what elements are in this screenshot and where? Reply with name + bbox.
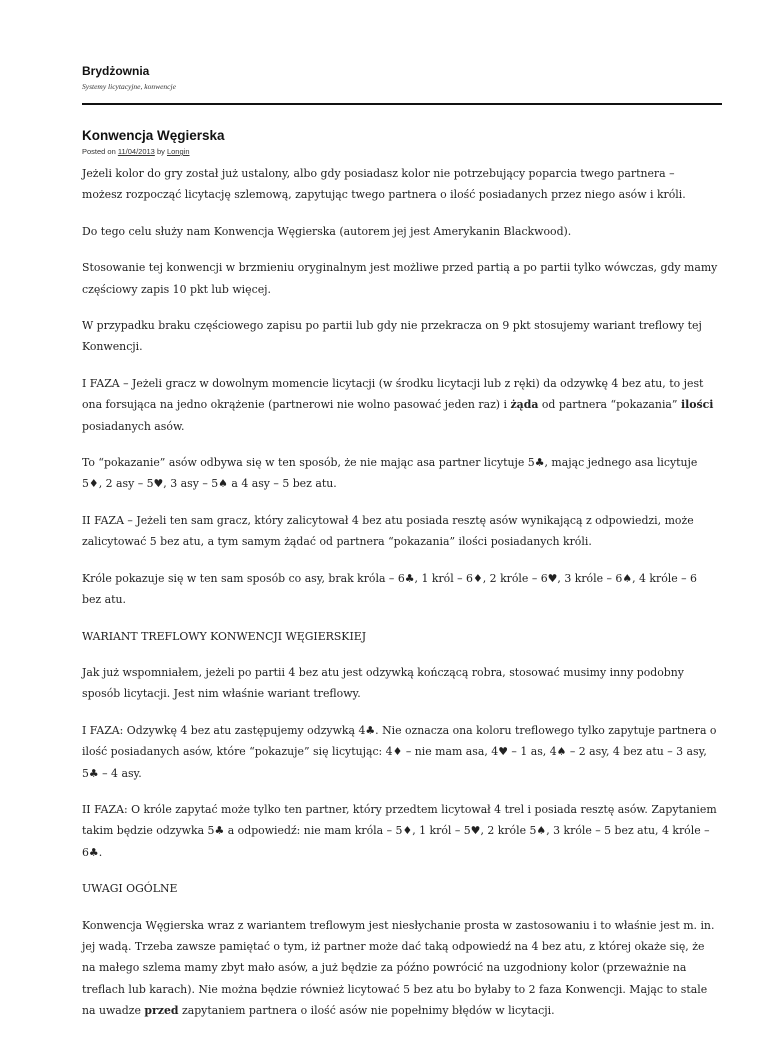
post-content: [82, 163, 718, 1037]
bold-text: przed: [144, 1004, 179, 1018]
paragraph: II FAZA: O króle zapytać może tylko ten partner, który przedtem licytował 4 trel i posiada resztę asów. Zapytaniem takim będzie odzywka 5♣ a odpowiedź: nie mam króla – 5♦, 1 król – 5♥, 2 króle 5♠, 3 króle – 5 bez atu, 4 króle – 6♣.: [82, 802, 717, 859]
section-heading: WARIANT TREFLOWY KONWENCJI WĘGIERSKIEJ: [82, 629, 367, 643]
paragraph: II FAZA – Jeżeli ten sam gracz, który zalicytował 4 bez atu posiada resztę asów wynikającą z odpowiedzi, może zalicytować 5 bez atu, a tym samym żądać od partnera “pokazania” ilości posiadanych króli.: [82, 513, 694, 549]
post-date-link[interactable]: 11/04/2013: [117, 147, 155, 156]
paragraph: W przypadku braku częściowego zapisu po partii lub gdy nie przekracza on 9 pkt stosujemy wariant treflowy tej Konwencji.: [82, 319, 702, 354]
paragraph: [82, 915, 718, 1022]
text-run: posiadanych asów.: [82, 419, 185, 433]
paragraph: [82, 373, 718, 437]
text-run: zapytaniem partnera o ilość asów nie popełnimy błędów w licytacji.: [178, 1004, 555, 1018]
section-heading: UWAGI OGÓLNE: [82, 882, 178, 896]
bold-text: żąda: [510, 398, 539, 412]
header-divider: [82, 103, 722, 105]
paragraph: To “pokazanie” asów odbywa się w ten sposób, że nie mając asa partner licytuje 5♣, mając jednego asa licytuje 5♦, 2 asy – 5♥, 3 asy – 5♠ a 4 asy – 5 bez atu.: [82, 456, 698, 491]
post-meta: [82, 147, 190, 156]
paragraph: Do tego celu służy nam Konwencja Węgierska (autorem jej jest Amerykanin Blackwood).: [82, 224, 572, 238]
text-run: I FAZA – Jeżeli gracz w dowolnym momencie licytacji (w środku licytacji lub z ręki) da odzywkę 4 bez atu, to jest ona forsująca na jedno okrążenie (partnerowi nie wolno pasować jeden raz) i: [82, 376, 704, 412]
text-run: Konwencja Węgierska wraz z wariantem treflowym jest niesłychanie prosta w zastosowaniu i to właśnie jest m. in. jej wadą. Trzeba zawsze pamiętać o tym, iż partner może dać taką odpowiedź na 4 bez atu, z której okaże się, że na małego szlema mamy zbyt mało asów, a już będzie za późno powrócić na uzgodniony kolor (przeważnie na treflach lub karach). Nie można będzie również licytować 5 bez atu bo byłaby to 2 faza Konwencji. Mając to stale na uwadze: [82, 918, 715, 1018]
posted-on-label: Posted on: [82, 147, 116, 156]
paragraph: Stosowanie tej konwencji w brzmieniu oryginalnym jest możliwe przed partią a po partii tylko wówczas, gdy mamy częściowy zapis 10 pkt lub więcej.: [82, 261, 718, 296]
by-label: by: [156, 147, 165, 156]
bold-text: ilości: [680, 398, 714, 412]
text-run: od partnera “pokazania”: [538, 398, 681, 412]
author-link[interactable]: Longin: [166, 147, 190, 156]
paragraph: Króle pokazuje się w ten sam sposób co asy, brak króla – 6♣, 1 król – 6♦, 2 króle – 6♥, 3 króle – 6♠, 4 króle – 6 bez atu.: [82, 571, 697, 607]
paragraph: I FAZA: Odzywkę 4 bez atu zastępujemy odzywką 4♣. Nie oznacza ona koloru treflowego tylko zapytuje partnera o ilość posiadanych asów, które “pokazuje” się licytując: 4♦ – nie mam asa, 4♥ – 1 as, 4♠ – 2 asy, 4 bez atu – 3 asy, 5♣ – 4 asy.: [82, 723, 717, 780]
site-description: Systemy licytacyjne, konwencje: [82, 82, 176, 91]
post-title: Konwencja Węgierska: [82, 128, 225, 143]
paragraph: Jeżeli kolor do gry został już ustalony, albo gdy posiadasz kolor nie potrzebujący poparcia twego partnera – możesz rozpocząć licytację szlemową, zapytując twego partnera o ilość posiadanych przez niego asów i króli.: [82, 167, 686, 202]
paragraph: Jak już wspomniałem, jeżeli po partii 4 bez atu jest odzywką kończącą robra, stosować musimy inny podobny sposób licytacji. Jest nim właśnie wariant treflowy.: [82, 665, 684, 701]
site-title[interactable]: Brydżownia: [82, 64, 150, 78]
